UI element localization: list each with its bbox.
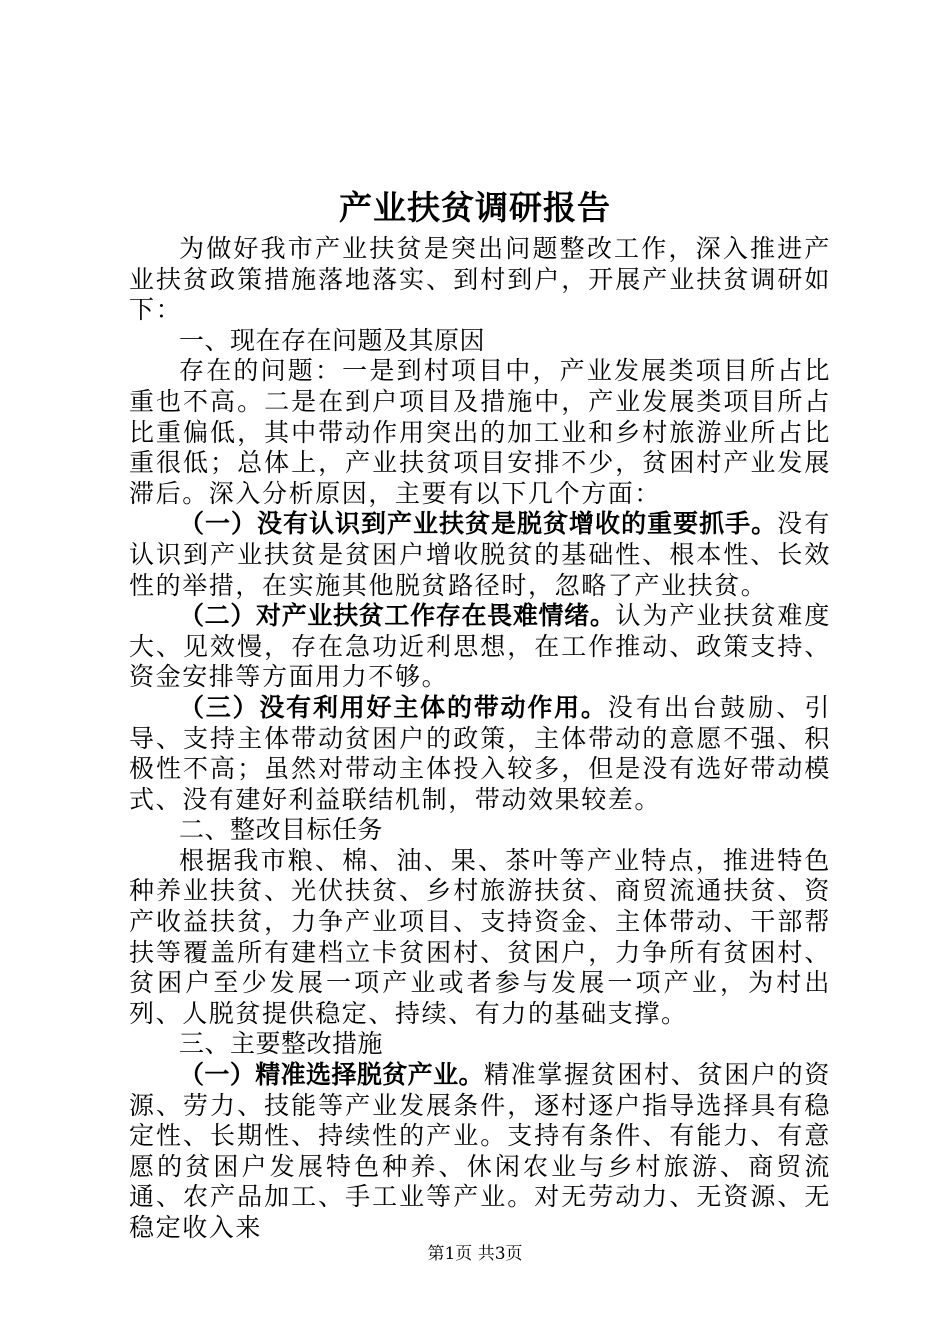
- section-2-paragraph: 根据我市粮、棉、油、果、茶叶等产业特点，推进特色种养业扶贫、光伏扶贫、乡村旅游扶贫、商贸流通扶贫、资产收益扶贫，力争产业项目、支持资金、主体带动、干部帮扶等覆盖所有建档立卡贫困村、贫困户，力争所有贫困村、贫困户至少发展一项产业或者参与发展一项产业，为村出列、人脱贫提供稳定、持续、有力的基础支撑。: [129, 845, 831, 1028]
- section-heading-2: 二、整改目标任务: [179, 815, 384, 845]
- item-lead: （三）没有利用好主体的带动作用。: [179, 692, 608, 722]
- section-3-item-1: [129, 1060, 831, 1244]
- section-1-item-3: [129, 693, 831, 815]
- item-text: 没有出台鼓励、引导、支持主体带动贫困户的政策，主体带动的意愿不强、积极性不高；虽然对带动主体投入较多，但是没有选好带动模式、没有建好利益联结机制，带动效果较差。: [129, 692, 831, 814]
- item-text: 没有认识到产业扶贫是贫困户增收脱贫的基础性、根本性、长效性的举措，在实施其他脱贫路径时，忽略了产业扶贫。: [129, 509, 831, 600]
- document-body: [129, 234, 831, 1244]
- item-lead: （二）对产业扶贫工作存在畏难情绪。: [179, 601, 616, 631]
- page-footer: 第1页 共3页: [427, 1244, 523, 1264]
- section-1-paragraph: 存在的问题：一是到村项目中，产业发展类项目所占比重也不高。二是在到户项目及措施中，产业发展类项目所占比重偏低，其中带动作用突出的加工业和乡村旅游业所占比重很低；总体上，产业扶贫项目安排不少，贫困村产业发展滞后。深入分析原因，主要有以下几个方面：: [129, 356, 831, 508]
- section-heading-3: 三、主要整改措施: [179, 1029, 384, 1059]
- intro-paragraph: 为做好我市产业扶贫是突出问题整改工作，深入推进产业扶贫政策措施落地落实、到村到户，开展产业扶贫调研如下：: [129, 234, 831, 325]
- item-text: 精准掌握贫困村、贫困户的资源、劳力、技能等产业发展条件，逐村逐户指导选择具有稳定性、长期性、持续性的产业。支持有条件、有能力、有意愿的贫困户发展特色种养、休闲农业与乡村旅游、商贸流通、农产品加工、手工业等产业。对无劳动力、无资源、无稳定收入来: [129, 1060, 831, 1242]
- item-lead: （一）没有认识到产业扶贫是脱贫增收的重要抓手。: [179, 509, 778, 539]
- section-1-item-2: [129, 601, 831, 693]
- item-text: 认为产业扶贫难度大、见效慢，存在急功近利思想，在工作推动、政策支持、资金安排等方面用力不够。: [129, 601, 831, 692]
- section-heading-1: 一、现在存在问题及其原因: [179, 325, 486, 355]
- section-1-item-1: [129, 509, 831, 601]
- item-lead: （一）精准选择脱贫产业。: [179, 1060, 484, 1090]
- document-title: 产业扶贫调研报告: [339, 188, 611, 227]
